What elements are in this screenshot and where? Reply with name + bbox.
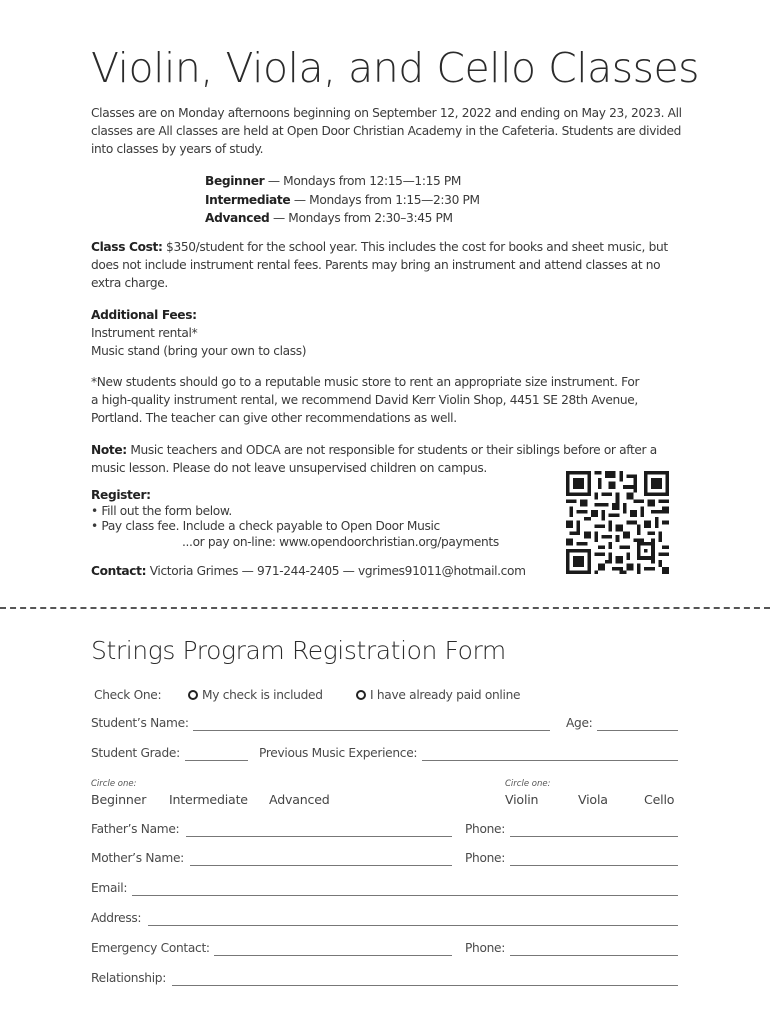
additional-fees — [91, 306, 681, 360]
class-cost-paragraph: Class Cost: $350/student for the school year. This includes the cost for books and sheet music, but does not include instrument rental fees. Parents may bring an instrument and attend classes at no extra charge. — [91, 240, 668, 290]
intro-line: into classes by years of study. — [91, 142, 264, 156]
father-name-label: Father’s Name: — [91, 822, 180, 836]
class-cost-label: Class Cost: — [91, 240, 163, 254]
rental-note: *New students should go to a reputable music store to rent an appropriate size instrument. For a high-quality instrument rental, we recommend David Kerr Violin Shop, 4451 SE 28th Avenue, Portland. The teacher can give other recommendations as well. — [91, 375, 640, 425]
circle-one-level-hint: Circle one: — [91, 779, 137, 789]
father-phone-field[interactable] — [510, 824, 678, 837]
age-field[interactable] — [597, 718, 678, 731]
schedule-intermediate: Intermediate — Mondays from 1:15—2:30 PM — [205, 192, 480, 207]
intro-line: classes are All classes are held at Open Door Christian Academy in the Cafeteria. Students are divided — [91, 124, 682, 138]
level-intermediate[interactable]: Intermediate — [169, 792, 248, 807]
mother-phone-label: Phone: — [465, 851, 506, 865]
qr-code-icon — [566, 469, 669, 576]
student-name-label: Student’s Name: — [91, 716, 189, 730]
option-paid-online[interactable]: I have already paid online — [356, 688, 520, 702]
note-paragraph: Note: Music teachers and ODCA are not responsible for students or their siblings before or after a music lesson. Please do not leave unsupervised children on campus. — [91, 443, 657, 475]
email-label: Email: — [91, 881, 128, 895]
option-check-included[interactable]: My check is included — [188, 688, 323, 702]
register-section: Register: • Fill out the form below. • Pay class fee. Include a check payable to Open Door Music ...or pay on-line: www.opendoorchristian.org/payments — [91, 488, 681, 550]
father-name-field[interactable] — [186, 824, 452, 837]
level-advanced[interactable]: Advanced — [269, 792, 330, 807]
grade-field[interactable] — [185, 748, 248, 761]
experience-label: Previous Music Experience: — [259, 746, 418, 760]
grade-label: Student Grade: — [91, 746, 180, 760]
schedule-advanced: Advanced — Mondays from 2:30–3:45 PM — [205, 211, 453, 225]
student-name-field[interactable] — [193, 718, 550, 731]
contact-line: Contact: Victoria Grimes — 971-244-2405 — vgrimes91011@hotmail.com — [91, 564, 526, 578]
cut-line-divider — [0, 607, 770, 609]
father-phone-label: Phone: — [465, 822, 506, 836]
emergency-phone-field[interactable] — [510, 943, 678, 956]
register-label: Register: — [91, 488, 151, 502]
level-beginner[interactable]: Beginner — [91, 792, 147, 807]
payment-link[interactable]: ...or pay on-line: www.opendoorchristian.org/payments — [182, 534, 499, 549]
check-one-label: Check One: — [94, 688, 162, 702]
relationship-field[interactable] — [172, 973, 678, 986]
emergency-phone-label: Phone: — [465, 941, 506, 955]
radio-circle-icon[interactable] — [356, 690, 366, 700]
intro-paragraph — [91, 104, 681, 158]
age-label: Age: — [566, 716, 593, 730]
relationship-label: Relationship: — [91, 971, 167, 985]
address-label: Address: — [91, 911, 142, 925]
instrument-cello[interactable]: Cello — [644, 792, 675, 807]
class-schedule — [205, 172, 480, 228]
intro-line: Classes are on Monday afternoons beginning on September 12, 2022 and ending on May 23, 2023. All — [91, 106, 682, 120]
form-title: Strings Program Registration Form — [91, 636, 506, 665]
emergency-contact-field[interactable] — [214, 943, 452, 956]
instrument-viola[interactable]: Viola — [578, 792, 608, 807]
instrument-violin[interactable]: Violin — [505, 792, 539, 807]
radio-circle-icon[interactable] — [188, 690, 198, 700]
note-label: Note: — [91, 443, 127, 457]
schedule-beginner: Beginner — Mondays from 12:15—1:15 PM — [205, 174, 462, 188]
fee-item: Instrument rental* — [91, 326, 198, 340]
mother-name-field[interactable] — [190, 853, 452, 866]
contact-label: Contact: — [91, 564, 147, 578]
fee-item: Music stand (bring your own to class) — [91, 344, 307, 358]
mother-phone-field[interactable] — [510, 853, 678, 866]
address-field[interactable] — [148, 913, 678, 926]
circle-one-instrument-hint: Circle one: — [505, 779, 551, 789]
additional-fees-label: Additional Fees: — [91, 308, 197, 322]
experience-field[interactable] — [422, 748, 678, 761]
email-field[interactable] — [132, 883, 678, 896]
emergency-contact-label: Emergency Contact: — [91, 941, 210, 955]
page-title: Violin, Viola, and Cello Classes — [91, 44, 700, 92]
mother-name-label: Mother’s Name: — [91, 851, 184, 865]
